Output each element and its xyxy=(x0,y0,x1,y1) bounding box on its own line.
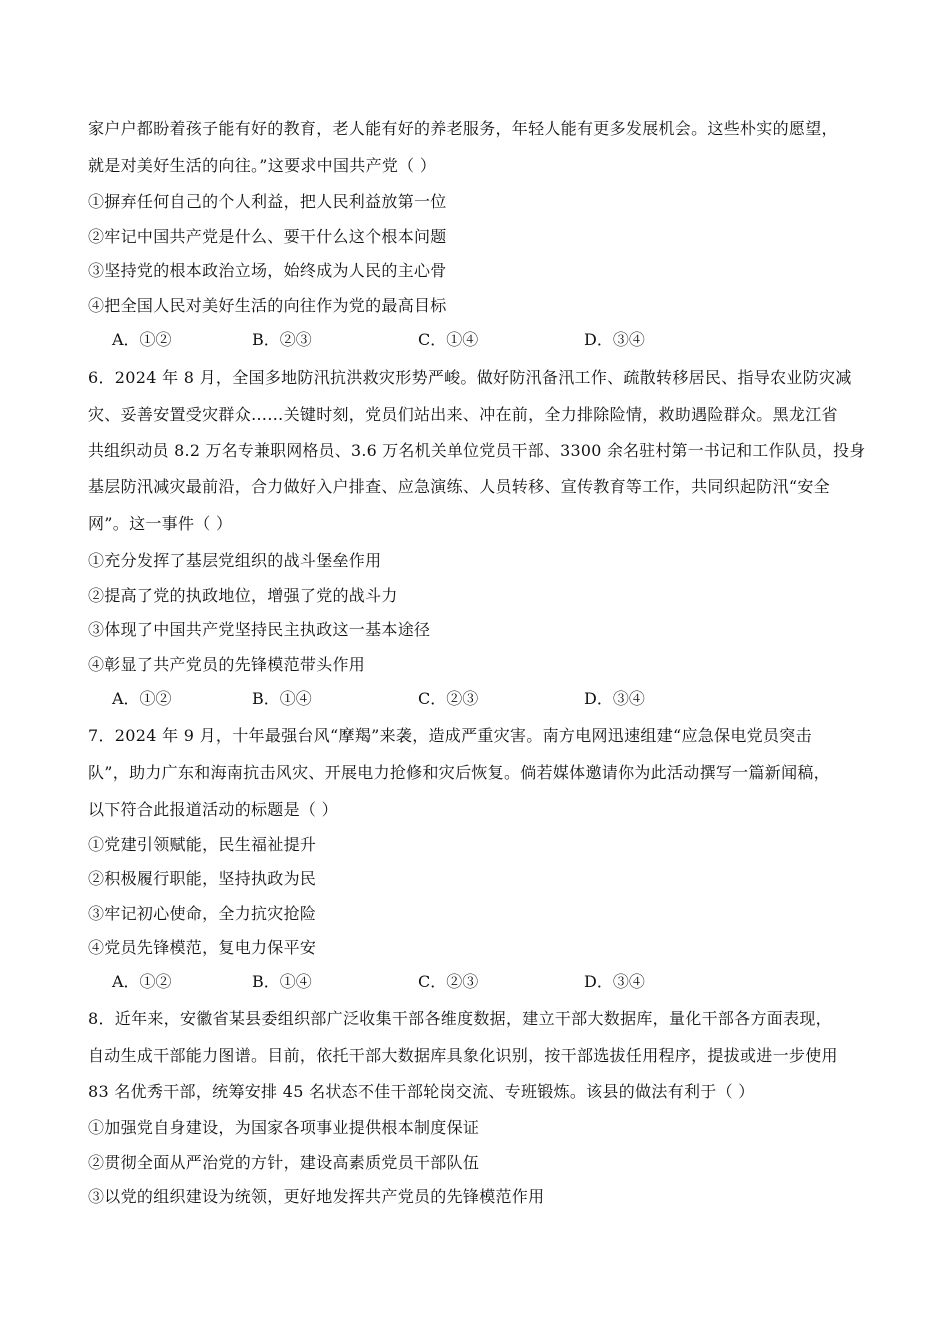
q5-item-3: ③坚持党的根本政治立场，始终成为人民的主心骨 xyxy=(88,261,447,280)
q6-stem-line-5: 网”。这一事件（ ） xyxy=(88,514,233,533)
q8-stem-line-2: 自动生成干部能力图谱。目前，依托干部大数据库具象化识别，按干部选拔任用程序，提拔或进一步使用 xyxy=(88,1046,838,1065)
q5-option-b: B．②③ xyxy=(252,330,312,349)
q5-stem-line-1: 家户户都盼着孩子能有好的教育，老人能有好的养老服务，年轻人能有更多发展机会。这些朴实的愿望， xyxy=(88,119,838,138)
q8-item-3: ③以党的组织建设为统领，更好地发挥共产党员的先锋模范作用 xyxy=(88,1187,545,1206)
q6-stem-line-2: 灾、妥善安置受灾群众……关键时刻，党员们站出来、冲在前，全力排除险情，救助遇险群众。黑龙江省 xyxy=(88,405,838,424)
q5-item-2: ②牢记中国共产党是什么、要干什么这个根本问题 xyxy=(88,227,447,246)
q7-option-c: C．②③ xyxy=(418,972,479,991)
q7-option-b: B．①④ xyxy=(252,972,312,991)
q5-option-d: D．③④ xyxy=(584,330,645,349)
q6-option-a: A．①② xyxy=(112,689,172,708)
q6-item-2: ②提高了党的执政地位，增强了党的战斗力 xyxy=(88,586,398,605)
q7-item-4: ④党员先锋模范，复电力保平安 xyxy=(88,938,317,957)
q6-item-4: ④彰显了共产党员的先锋模范带头作用 xyxy=(88,655,366,674)
q6-item-1: ①充分发挥了基层党组织的战斗堡垒作用 xyxy=(88,551,382,570)
q6-option-d: D．③④ xyxy=(584,689,645,708)
q5-item-4: ④把全国人民对美好生活的向往作为党的最高目标 xyxy=(88,296,447,315)
q7-item-3: ③牢记初心使命，全力抗灾抢险 xyxy=(88,904,317,923)
q8-item-2: ②贯彻全面从严治党的方针，建设高素质党员干部队伍 xyxy=(88,1153,480,1172)
q7-option-a: A．①② xyxy=(112,972,172,991)
q8-stem-line-3: 83 名优秀干部，统筹安排 45 名状态不佳干部轮岗交流、专班锻炼。该县的做法有利于（ ） xyxy=(88,1082,755,1101)
q7-stem-line-1: 7．2024 年 9 月，十年最强台风“摩羯”来袭，造成严重灾害。南方电网迅速组建“应急保电党员突击 xyxy=(88,726,812,745)
q6-item-3: ③体现了中国共产党坚持民主执政这一基本途径 xyxy=(88,620,431,639)
q6-stem-line-1: 6．2024 年 8 月，全国多地防汛抗洪救灾形势严峻。做好防汛备汛工作、疏散转移居民、指导农业防灾减 xyxy=(88,368,852,387)
q7-stem-line-3: 以下符合此报道活动的标题是（ ） xyxy=(88,800,338,819)
q6-option-b: B．①④ xyxy=(252,689,312,708)
q7-stem-line-2: 队”，助力广东和海南抗击风灾、开展电力抢修和灾后恢复。倘若媒体邀请你为此活动撰写一篇新闻稿， xyxy=(88,763,830,782)
q6-option-c: C．②③ xyxy=(418,689,479,708)
q6-stem-line-4: 基层防汛减灾最前沿，合力做好入户排查、应急演练、人员转移、宣传教育等工作，共同织起防汛“安全 xyxy=(88,477,830,496)
q5-item-1: ①摒弃任何自己的个人利益，把人民利益放第一位 xyxy=(88,192,447,211)
q5-stem-line-2: 就是对美好生活的向往。”这要求中国共产党（ ） xyxy=(88,156,437,175)
q8-item-1: ①加强党自身建设，为国家各项事业提供根本制度保证 xyxy=(88,1118,480,1137)
q8-stem-line-1: 8．近年来，安徽省某县委组织部广泛收集干部各维度数据，建立干部大数据库，量化干部各方面表现， xyxy=(88,1009,832,1028)
q5-option-c: C．①④ xyxy=(418,330,479,349)
q7-option-d: D．③④ xyxy=(584,972,645,991)
q7-item-1: ①党建引领赋能，民生福祉提升 xyxy=(88,835,317,854)
q6-stem-line-3: 共组织动员 8.2 万名专兼职网格员、3.6 万名机关单位党员干部、3300 余名驻村第一书记和工作队员，投身 xyxy=(88,441,866,460)
q5-option-a: A．①② xyxy=(112,330,172,349)
q7-item-2: ②积极履行职能，坚持执政为民 xyxy=(88,869,317,888)
